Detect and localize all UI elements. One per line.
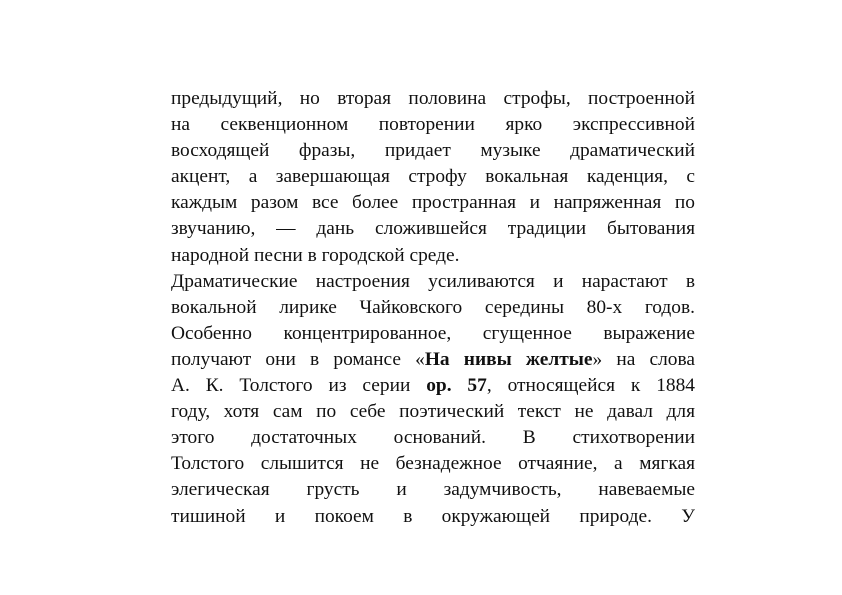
text-line: тишиной и покоем в окружающей природе. У [171, 505, 695, 527]
text-line: вокальной лирике Чайковского середины 80-х годов. [171, 296, 695, 318]
text-line: элегическая грусть и задумчивость, навеваемые [171, 479, 695, 501]
text-line: Драматические настроения усиливаются и нарастают в [171, 270, 695, 292]
text-line: предыдущий, но вторая половина строфы, построенной [171, 88, 695, 109]
text-fragment: получают они в романсе « [171, 348, 425, 370]
text-fragment: А. К. Толстого из серии [171, 375, 427, 397]
text-line: каждым разом все более пространная и напряженная по [171, 192, 695, 214]
text-line: восходящей фразы, придает музыке драматический [171, 140, 695, 162]
text-line: народной песни в городской среде. [171, 244, 460, 266]
text-line: акцент, а завершающая строфу вокальная каденция, с [171, 166, 695, 188]
text-line: Особенно концентрированное, сгущенное выражение [171, 322, 695, 344]
text-line: на секвенционном повторении ярко экспрессивной [171, 114, 695, 136]
opus-number: ор. 57 [426, 375, 487, 397]
text-fragment: , относящейся к 1884 [486, 375, 695, 397]
text-line [171, 373, 695, 399]
text-line: году, хотя сам по себе поэтический текст не давал для [171, 401, 695, 423]
body-text [171, 86, 695, 530]
text-line: звучанию, — дань сложившейся традиции бытования [171, 218, 695, 240]
text-line: Толстого слышится не безнадежное отчаяние, а мягкая [171, 453, 695, 475]
text-line [171, 347, 695, 373]
text-line: этого достаточных оснований. В стихотворении [171, 427, 695, 449]
song-title: На нивы желтые [424, 348, 593, 370]
text-fragment: » на слова [592, 348, 695, 370]
